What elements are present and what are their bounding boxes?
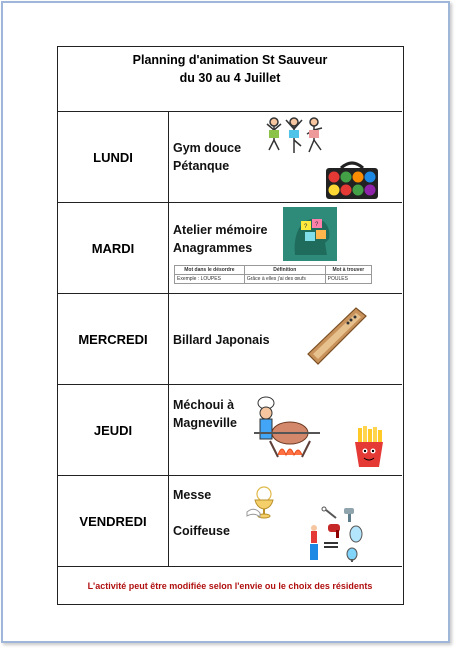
table-cell: Exemple : LOUPES — [175, 275, 245, 284]
activity-line: Coiffeuse — [173, 524, 230, 538]
anagram-table — [174, 265, 372, 284]
activity-line: Atelier mémoire — [173, 223, 268, 237]
activity-text — [173, 396, 237, 432]
row-mercredi — [58, 294, 402, 385]
activity-text — [173, 522, 230, 540]
japanese-billiard-icon — [304, 306, 370, 366]
activity-text — [173, 139, 241, 175]
row-vendredi — [58, 476, 402, 567]
footer-note: L'activité peut être modifiée selon l'envie ou le choix des résidents — [87, 581, 373, 591]
page-title — [58, 47, 402, 112]
table-header: Mot à trouver — [325, 266, 371, 275]
table-header: Mot dans le désordre — [175, 266, 245, 275]
activity-line: Messe — [173, 488, 212, 502]
activity-line: Billard Japonais — [173, 333, 270, 347]
row-mardi — [58, 203, 402, 294]
activity-line: Magneville — [173, 416, 237, 430]
title-line-1: Planning d'animation St Sauveur — [132, 53, 328, 67]
fries-icon — [352, 426, 386, 468]
activity-line: Gym douce — [173, 141, 242, 155]
petanque-balls-icon — [325, 162, 379, 200]
day-label: LUNDI — [58, 112, 169, 202]
row-jeudi — [58, 385, 402, 476]
activity-cell — [170, 294, 402, 384]
table-cell: POULES — [325, 275, 371, 284]
day-label: MERCREDI — [58, 294, 169, 384]
activity-line: Anagrammes — [173, 241, 253, 255]
activity-cell — [170, 385, 402, 475]
activity-cell — [170, 112, 402, 202]
activity-cell — [170, 476, 402, 566]
day-label: MARDI — [58, 203, 169, 293]
hairdresser-tools-icon — [306, 506, 364, 562]
table-header: Définition — [244, 266, 325, 275]
table-cell: Grâce à elles j'ai des œufs — [244, 275, 325, 284]
activity-text — [173, 486, 211, 504]
bbq-roast-icon — [250, 393, 322, 461]
chalice-icon — [246, 486, 282, 520]
activity-line: Méchoui à — [173, 398, 235, 412]
activity-line: Pétanque — [173, 159, 230, 173]
day-label: JEUDI — [58, 385, 169, 475]
brain-memory-icon — [283, 207, 337, 261]
title-line-2: du 30 au 4 Juillet — [179, 71, 281, 85]
gym-figures-icon — [266, 116, 326, 156]
svg-text:?: ? — [304, 224, 308, 230]
page-frame — [1, 1, 450, 643]
row-lundi — [58, 112, 402, 203]
activity-text — [173, 331, 270, 349]
planning-sheet — [57, 46, 404, 605]
day-label: VENDREDI — [58, 476, 169, 566]
activity-text — [173, 221, 267, 257]
svg-text:?: ? — [315, 222, 319, 228]
activity-cell — [170, 203, 402, 293]
